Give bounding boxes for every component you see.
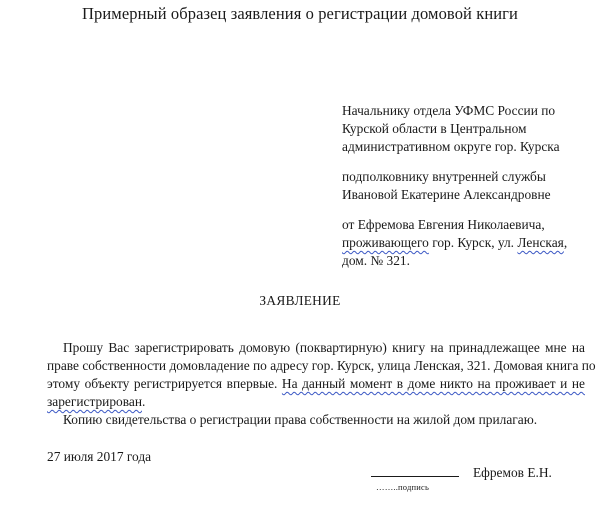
addressee-line-1: Начальнику отдела УФМС России по — [342, 103, 556, 118]
addressee-block — [342, 102, 592, 270]
document-date: 27 июля 2017 года — [47, 449, 152, 464]
statement-body — [47, 339, 596, 429]
signature-block — [371, 464, 552, 481]
grammar-flag-registered[interactable]: зарегистрирован — [47, 394, 142, 409]
body-line-5: Копию свидетельства о регистрации права собственности на жилой дом прилагаю. — [63, 412, 538, 427]
addressee-line-4: подполковнику внутренней службы — [342, 169, 546, 184]
spellcheck-word-lenskaya[interactable]: Ленская — [517, 235, 564, 250]
statement-heading: ЗАЯВЛЕНИЕ — [259, 293, 341, 308]
addressee-line-5: Ивановой Екатерине Александровне — [342, 187, 551, 202]
applicant-line-2: проживающего гор. Курск, ул. Ленская, — [342, 235, 568, 250]
addressee-line-3: административном округе гор. Курска — [342, 139, 560, 154]
body-line-1: Прошу Вас зарегистрировать домовую (поквартирную) книгу на принадлежащее мне на — [63, 340, 585, 355]
body-line-2: праве собственности домовладение по адресу гор. Курск, улица Ленская, 321. Домовая книга по — [47, 358, 596, 373]
signature-caption: ……..подпись — [376, 482, 430, 492]
document-title: Примерный образец заявления о регистрации домовой книги — [82, 4, 518, 23]
signature-line — [371, 464, 459, 477]
spellcheck-word-residing[interactable]: проживающего — [342, 235, 429, 250]
signer-name: Ефремов Е.Н. — [473, 465, 552, 480]
addressee-line-2: Курской области в Центральном — [342, 121, 527, 136]
applicant-line-1: от Ефремова Евгения Николаевича, — [342, 217, 545, 232]
grammar-flag-sentence[interactable]: На данный момент в доме никто на проживает и не — [281, 376, 585, 391]
body-line-3: этому объекту регистрируется впервые. На данный момент в доме никто на проживает и не — [47, 376, 585, 391]
body-line-4: зарегистрирован. — [47, 394, 146, 409]
applicant-line-3: дом. № 321. — [342, 253, 410, 268]
